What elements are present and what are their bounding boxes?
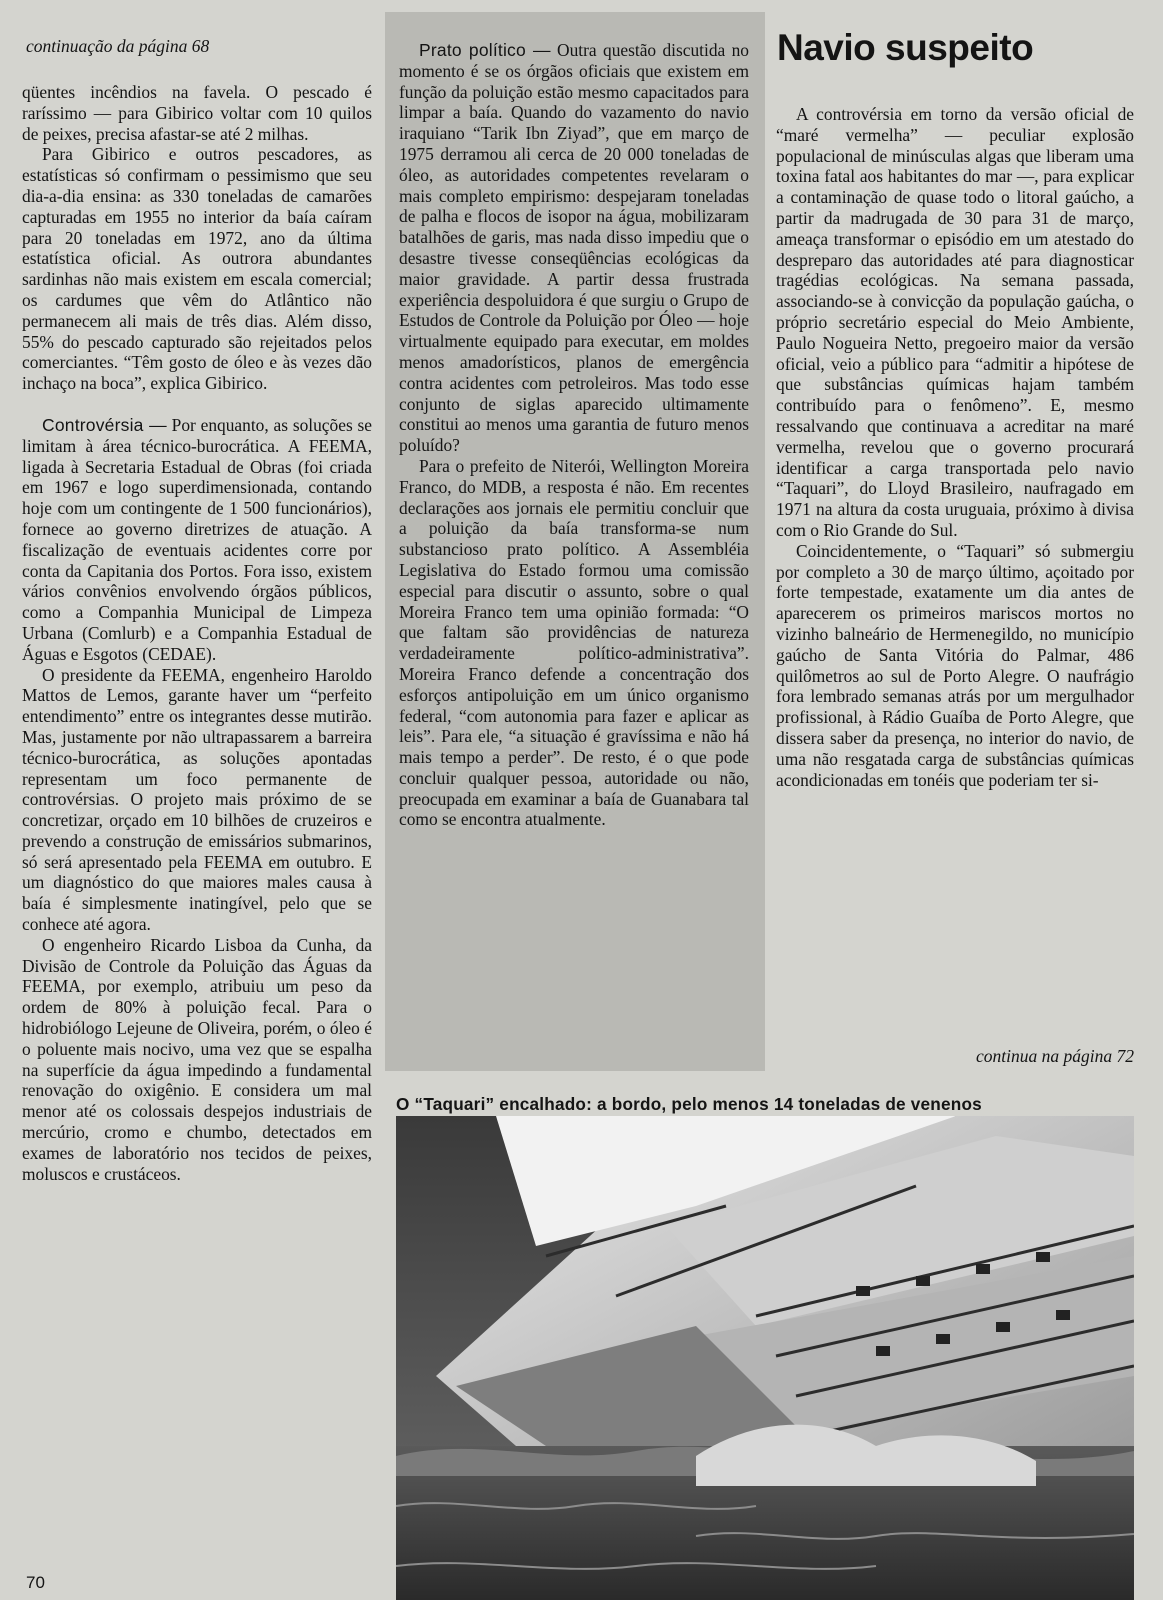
paragraph: Para o prefeito de Niterói, Wellington Moreira Franco, do MDB, a resposta é não. Em recentes declarações aos jornais ele permitiu concluir que a poluição da baía transforma-se num substancioso prato político. A Assembléia Legislativa do Estado formou uma comissão especial para discutir o assunto, sobre o qual Moreira Franco tem uma opinião formada: “O que faltam são providências de natureza verdadeiramente político-administrativa”. Moreira Franco defende a concentração dos esforços antipoluição em um único organismo federal, “com autonomia para fazer e aplicar as leis”. Para ele, “a situação é gravíssima e não há mais tempo a perder”. De resto, é o que pode concluir qualquer pessoa, autoridade ou não, preocupada em examinar a baía de Guanabara tal como se encontra atualmente. bbox=[399, 455, 749, 830]
sidebar-column bbox=[776, 104, 1134, 790]
paragraph: qüentes incêndios na favela. O pescado é raríssimo — para Gibirico voltar com 10 quilos de peixes, precisa afastar-se até 2 milhas. bbox=[22, 82, 372, 144]
page-number: 70 bbox=[26, 1573, 45, 1592]
paragraph: Para Gibirico e outros pescadores, as estatísticas só confirmam o pessimismo que seu dia-a-dia ensina: as 330 toneladas de camarões capturadas em 1955 no interior da baía caíram para 20 toneladas em 1972, ano da última estatística oficial. As outrora abundantes sardinhas não mais existem em escala comercial; os cardumes que vêm do Atlântico não permanecem ali mais de três dias. Além disso, 55% do pescado capturado são rejeitados pelos comerciantes. “Têm gosto de óleo e às vezes dão inchaço na boca”, explica Gibirico. bbox=[22, 144, 372, 394]
continues-note: continua na página 72 bbox=[976, 1046, 1134, 1066]
paragraph: O engenheiro Ricardo Lisboa da Cunha, da Divisão de Controle da Poluição das Águas da FEEMA, por exemplo, atribuiu um peso da ordem de 80% à poluição fecal. Para o hidrobiólogo Lejeune de Oliveira, porém, o óleo é o poluente mais nocivo, uma vez que se espalha na superfície da água impedindo a fundamental renovação do oxigênio. E considera um mal menor até os colossais despejos industriais de mercúrio, cromo e chumbo, detectados em exames de laboratório nos tecidos de peixes, moluscos e crustáceos. bbox=[22, 934, 372, 1184]
shipwreck-photo bbox=[396, 1116, 1134, 1600]
section-title: Controvérsia — bbox=[42, 414, 167, 435]
paragraph: Coincidentemente, o “Taquari” só submergiu por completo a 30 de março último, açoitado por forte tempestade, exatamente um dia antes de aparecerem os primeiros mariscos mortos no vizinho balneário de Hermenegildo, no município gaúcho de Santa Vitória do Palmar, 486 quilômetros ao sul de Porto Alegre. O naufrágio fora lembrado semanas atrás por um mergulhador profissional, à Rádio Guaíba de Porto Alegre, que dissera saber da presença, no interior do navio, de uma não resgatada carga de substâncias químicas acondicionadas em tonéis que poderiam ter si- bbox=[776, 540, 1134, 790]
sidebar-headline: Navio suspeito bbox=[777, 27, 1034, 68]
paragraph: O presidente da FEEMA, engenheiro Haroldo Mattos de Lemos, garante haver um “perfeito entendimento” entre os integrantes desse mutirão. Mas, justamente por não ultrapassarem a barreira técnico-burocrática, as soluções apontadas representam um foco permanente de controvérsias. O projeto mais próximo de se concretizar, orçado em 10 bilhões de cruzeiros e prevendo a construção de emissários submarinos, só será apresentado pela FEEMA em outubro. E um diagnóstico do que maiores males causa à baía é simplesmente inatingível, pelo que se conhece até agora. bbox=[22, 664, 372, 935]
paragraph-text: Por enquanto, as soluções se limitam à área técnico-burocrática. A FEEMA, ligada à Secretaria Estadual de Obras (foi criada em 1967 e logo superdimensionada, contando hoje com um contingente de 1 500 funcionários), fornece ao governo diretrizes de atuação. A fiscalização de eventuais acidentes corre por conta da Capitania dos Portos. Fora isso, existem vários convênios envolvendo órgãos públicos, como a Companhia Municipal de Limpeza Urbana (Comlurb) e a Companhia Estadual de Águas e Esgotos (CEDAE). bbox=[22, 414, 373, 664]
photo-caption: O “Taquari” encalhado: a bordo, pelo menos 14 toneladas de venenos bbox=[396, 1094, 982, 1114]
section-paragraph bbox=[22, 415, 372, 665]
ship-illustration bbox=[396, 1116, 1134, 1600]
continuation-note: continuação da página 68 bbox=[26, 36, 210, 56]
section-title: Prato político — bbox=[419, 40, 551, 60]
paragraph-text: Outra questão discutida no momento é se os órgãos oficiais que existem em função da poluição estão mesmo capacitados para limpar a baía. Quando do vazamento do navio iraquiano “Tarik Ibn Ziyad”, que em março de 1975 derramou ali cerca de 20 000 toneladas de óleo, as autoridades competentes revelaram o mais completo empirismo: despejaram toneladas de palha e flocos de isopor na água, mobilizaram batalhões de garis, mas nada disso impediu que o desastre tivesse conseqüências ecológicas da maior gravidade. A partir dessa frustrada experiência despoluidora é que surgiu o Grupo de Estudos de Controle da Poluição por Óleo — hoje virtualmente equipado para executar, em moldes menos amadorísticos, planos de emergência contra acidentes com petroleiros. Mas todo esse conjunto de siglas aparecido ultimamente constitui ao menos uma garantia de futuro menos poluído? bbox=[399, 40, 749, 456]
section-paragraph bbox=[399, 40, 749, 456]
article-column-1 bbox=[22, 82, 372, 1184]
article-column-2 bbox=[399, 40, 749, 830]
paragraph: A controvérsia em torno da versão oficial de “maré vermelha” — peculiar explosão populacional de minúsculas algas que liberam uma toxina fatal aos habitantes do mar —, para explicar a contaminação de quase todo o litoral gaúcho, a partir da madrugada de 30 para 31 de março, ameaça transformar o episódio em um atestado do despreparo das autoridades até para diagnosticar tragédias ecológicas. Na semana passada, associando-se à convicção da população gaúcha, o próprio secretário especial do Meio Ambiente, Paulo Nogueira Netto, pregoeiro maior da versão oficial, veio a público para “admitir a hipótese de que substâncias químicas hajam também contribuído para o fenômeno”. E, mesmo ressalvando que continuava a acreditar na maré vermelha, revelou que o governo procurará identificar a carga transportada pelo navio “Taquari”, do Lloyd Brasileiro, naufragado em 1971 na altura da costa uruguaia, próximo à divisa com o Rio Grande do Sul. bbox=[776, 104, 1134, 540]
